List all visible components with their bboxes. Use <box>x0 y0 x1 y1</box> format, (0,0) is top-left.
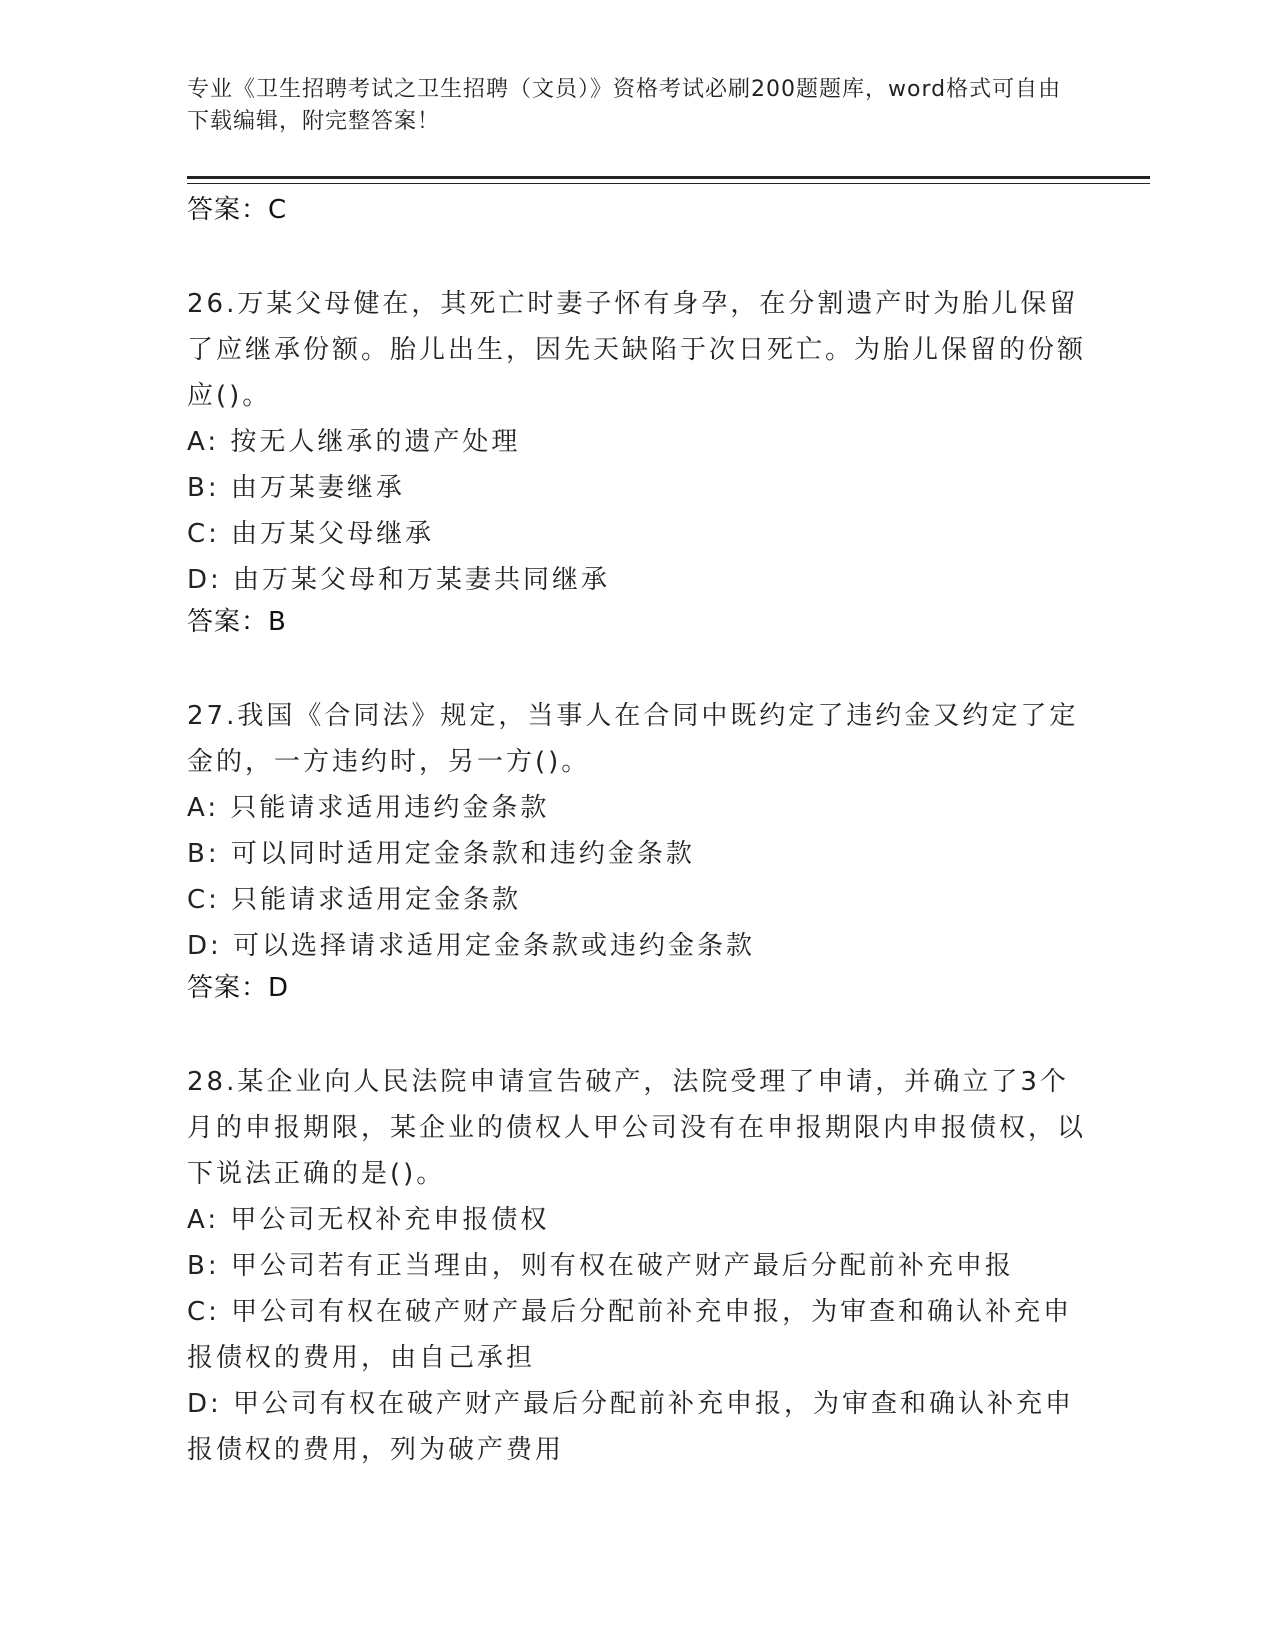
question-26 <box>187 281 1087 641</box>
question-26-answer: 答案：B <box>187 607 287 637</box>
question-28-option-d: D: 甲公司有权在破产财产最后分配前补充申报，为审查和确认补充申报债权的费用，列为破产费用 <box>187 1389 1075 1465</box>
question-28-option-b: B: 甲公司若有正当理由，则有权在破产财产最后分配前补充申报 <box>187 1251 1014 1281</box>
header-divider-thin <box>187 183 1150 184</box>
question-26-option-c: C: 由万某父母继承 <box>187 519 435 549</box>
question-28-option-a: A: 甲公司无权补充申报债权 <box>187 1205 550 1235</box>
question-27-option-b: B: 可以同时适用定金条款和违约金条款 <box>187 839 695 869</box>
header-divider-thick <box>187 176 1150 179</box>
spacer <box>187 641 1087 693</box>
question-27-option-c: C: 只能请求适用定金条款 <box>187 885 522 915</box>
spacer <box>187 1007 1087 1059</box>
question-26-text: 26.万某父母健在，其死亡时妻子怀有身孕，在分割遗产时为胎儿保留了应继承份额。胎儿出生，因先天缺陷于次日死亡。为胎儿保留的份额应()。 <box>187 289 1087 411</box>
question-content <box>187 191 1087 1473</box>
question-27-answer: 答案：D <box>187 973 290 1003</box>
question-27-text: 27.我国《合同法》规定，当事人在合同中既约定了违约金又约定了定金的，一方违约时，另一方()。 <box>187 701 1079 777</box>
question-26-option-b: B: 由万某妻继承 <box>187 473 405 503</box>
question-27-option-d: D: 可以选择请求适用定金条款或违约金条款 <box>187 931 756 961</box>
question-27-option-a: A: 只能请求适用违约金条款 <box>187 793 550 823</box>
question-26-option-d: D: 由万某父母和万某妻共同继承 <box>187 565 611 595</box>
document-header: 专业《卫生招聘考试之卫生招聘（文员）》资格考试必刷200题题库，word格式可自由下载编辑，附完整答案！ <box>187 77 1062 134</box>
question-27 <box>187 693 1087 1007</box>
spacer <box>187 229 1087 281</box>
question-26-option-a: A: 按无人继承的遗产处理 <box>187 427 521 457</box>
question-28-text: 28.某企业向人民法院申请宣告破产，法院受理了申请，并确立了3个月的申报期限，某企业的债权人甲公司没有在申报期限内申报债权，以下说法正确的是()。 <box>187 1067 1087 1189</box>
question-28-option-c: C: 甲公司有权在破产财产最后分配前补充申报，为审查和确认补充申报债权的费用，由自己承担 <box>187 1297 1073 1373</box>
question-28 <box>187 1059 1087 1473</box>
answer-prev: 答案：C <box>187 195 288 225</box>
